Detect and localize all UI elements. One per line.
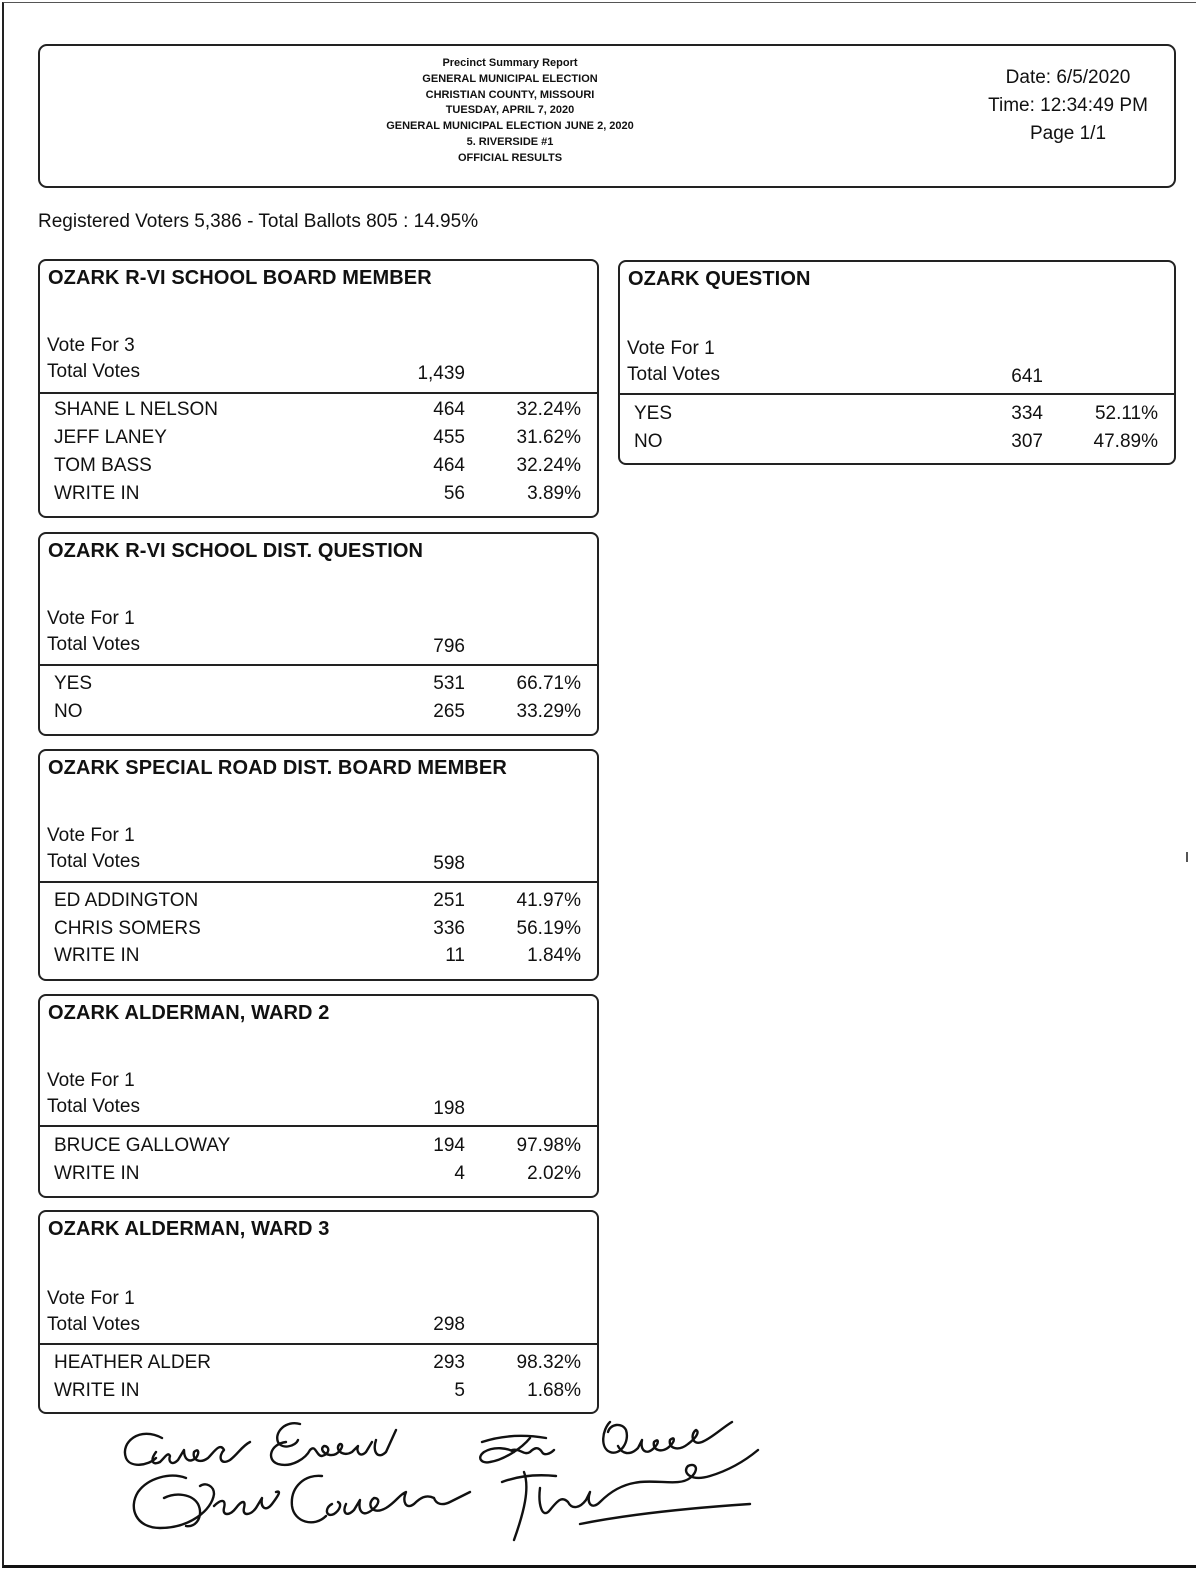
scan-mark — [1186, 852, 1188, 862]
contest-title: OZARK SPECIAL ROAD DIST. BOARD MEMBER — [48, 757, 507, 779]
signature-carla-essick — [125, 1434, 250, 1465]
candidate-percent: 52.11% — [1094, 403, 1158, 424]
vote-for: Vote For 1 — [47, 608, 135, 629]
candidate-name: WRITE IN — [54, 483, 140, 504]
candidate-name: WRITE IN — [54, 1163, 140, 1184]
candidate-percent: 41.97% — [516, 890, 581, 911]
report-time: Time: 12:34:49 PM — [988, 95, 1148, 116]
candidate-name: NO — [54, 701, 83, 722]
county-name: CHRISTIAN COUNTY, MISSOURI — [425, 88, 595, 101]
candidate-votes: 11 — [445, 945, 465, 966]
divider — [40, 1343, 597, 1345]
candidate-row — [620, 403, 1174, 431]
total-votes-label: Total Votes — [47, 1096, 140, 1117]
candidate-percent: 3.89% — [527, 483, 581, 504]
candidate-votes: 251 — [433, 890, 465, 911]
candidate-percent: 98.32% — [516, 1352, 581, 1373]
candidate-row — [40, 427, 597, 455]
report-title: Precinct Summary Report — [442, 57, 578, 69]
contest-title: OZARK R-VI SCHOOL DIST. QUESTION — [48, 540, 424, 562]
candidate-percent: 32.24% — [516, 455, 581, 476]
candidate-percent: 56.19% — [516, 918, 581, 939]
contest-title: OZARK QUESTION — [628, 268, 811, 290]
registered-voters-summary: Registered Voters 5,386 - Total Ballots 805 : 14.95% — [38, 211, 479, 232]
candidate-row — [40, 483, 597, 511]
candidate-votes: 464 — [433, 455, 465, 476]
total-votes-label: Total Votes — [47, 361, 140, 382]
candidate-percent: 97.98% — [516, 1135, 581, 1156]
vote-for: Vote For 1 — [47, 1070, 135, 1091]
contest-title: OZARK ALDERMAN, WARD 2 — [48, 1002, 330, 1024]
contest-ozark-question — [618, 260, 1176, 465]
precinct-name: 5. RIVERSIDE #1 — [466, 135, 554, 148]
total-votes-label: Total Votes — [47, 634, 140, 655]
candidate-row — [40, 918, 597, 946]
candidate-votes: 56 — [443, 483, 465, 504]
candidate-percent: 33.29% — [516, 701, 581, 722]
candidate-name: HEATHER ALDER — [54, 1352, 211, 1373]
results-status: OFFICIAL RESULTS — [457, 151, 563, 164]
contest-special-road-dist — [38, 749, 599, 981]
contest-alderman-ward-2 — [38, 994, 599, 1198]
candidate-percent: 1.84% — [527, 945, 581, 966]
vote-for: Vote For 1 — [47, 825, 135, 846]
election-name: GENERAL MUNICIPAL ELECTION — [422, 72, 598, 85]
candidate-name: ED ADDINGTON — [54, 890, 199, 911]
candidate-name: YES — [634, 403, 673, 424]
divider — [40, 1125, 597, 1127]
total-votes-value: 298 — [433, 1314, 465, 1335]
candidate-votes: 4 — [454, 1163, 465, 1184]
candidate-votes: 307 — [1011, 431, 1043, 452]
divider — [40, 881, 597, 883]
vote-for: Vote For 1 — [627, 338, 715, 359]
candidate-votes: 334 — [1011, 403, 1043, 424]
signature-initials — [502, 1450, 758, 1540]
candidate-row — [620, 431, 1174, 459]
candidate-name: YES — [54, 673, 93, 694]
total-votes-value: 198 — [433, 1098, 465, 1119]
candidate-percent: 31.62% — [516, 427, 581, 448]
candidate-name: WRITE IN — [54, 945, 140, 966]
report-header — [38, 44, 1176, 188]
candidate-votes: 531 — [433, 673, 465, 694]
candidate-row — [40, 455, 597, 483]
candidate-votes: 194 — [433, 1135, 465, 1156]
candidate-votes: 265 — [433, 701, 465, 722]
contest-title: OZARK R-VI SCHOOL BOARD MEMBER — [48, 267, 432, 289]
candidate-percent: 47.89% — [1093, 431, 1158, 452]
vote-for: Vote For 3 — [47, 335, 135, 356]
total-votes-value: 598 — [433, 853, 465, 874]
candidate-name: WRITE IN — [54, 1380, 140, 1401]
election-date: TUESDAY, APRIL 7, 2020 — [445, 104, 575, 117]
candidate-percent: 66.71% — [516, 673, 581, 694]
candidate-votes: 464 — [433, 399, 465, 420]
candidate-row — [40, 673, 597, 701]
contest-school-dist-question — [38, 532, 599, 736]
divider — [620, 393, 1174, 395]
report-heading — [300, 56, 720, 167]
divider — [40, 392, 597, 394]
candidate-row — [40, 1163, 597, 1191]
divider — [40, 664, 597, 666]
candidate-row — [40, 701, 597, 729]
candidate-percent: 2.02% — [527, 1163, 581, 1184]
signatures-image — [110, 1412, 770, 1562]
report-date: Date: 6/5/2020 — [1005, 67, 1131, 88]
candidate-name: SHANE L NELSON — [54, 399, 219, 420]
candidate-percent: 1.68% — [527, 1380, 581, 1401]
candidate-row — [40, 890, 597, 918]
candidate-name: TOM BASS — [54, 455, 152, 476]
candidate-row — [40, 1352, 597, 1380]
signature-fran-russell — [480, 1436, 554, 1462]
total-votes-value: 641 — [1011, 366, 1043, 387]
candidate-name: BRUCE GALLOWAY — [54, 1135, 231, 1156]
candidate-row — [40, 1380, 597, 1408]
election-subtitle: GENERAL MUNICIPAL ELECTION JUNE 2, 2020 — [386, 120, 634, 133]
candidate-row — [40, 1135, 597, 1163]
total-votes-label: Total Votes — [627, 364, 720, 385]
total-votes-value: 796 — [433, 636, 465, 657]
candidate-votes: 455 — [433, 427, 465, 448]
contest-title: OZARK ALDERMAN, WARD 3 — [48, 1218, 330, 1240]
candidate-percent: 32.24% — [516, 399, 581, 420]
candidate-votes: 5 — [454, 1380, 465, 1401]
candidate-row — [40, 399, 597, 427]
contest-school-board-member — [38, 259, 599, 518]
page-number: Page 1/1 — [1029, 123, 1107, 144]
total-votes-label: Total Votes — [47, 1314, 140, 1335]
candidate-name: JEFF LANEY — [54, 427, 167, 448]
candidate-name: NO — [634, 431, 663, 452]
candidate-name: CHRIS SOMERS — [54, 918, 201, 939]
vote-for: Vote For 1 — [47, 1288, 135, 1309]
total-votes-label: Total Votes — [47, 851, 140, 872]
contest-alderman-ward-3 — [38, 1210, 599, 1414]
candidate-votes: 336 — [433, 918, 465, 939]
signature-ronda-cochran — [134, 1476, 279, 1528]
candidate-row — [40, 945, 597, 973]
candidate-votes: 293 — [433, 1352, 465, 1373]
total-votes-value: 1,439 — [417, 363, 465, 384]
report-meta — [968, 64, 1168, 148]
